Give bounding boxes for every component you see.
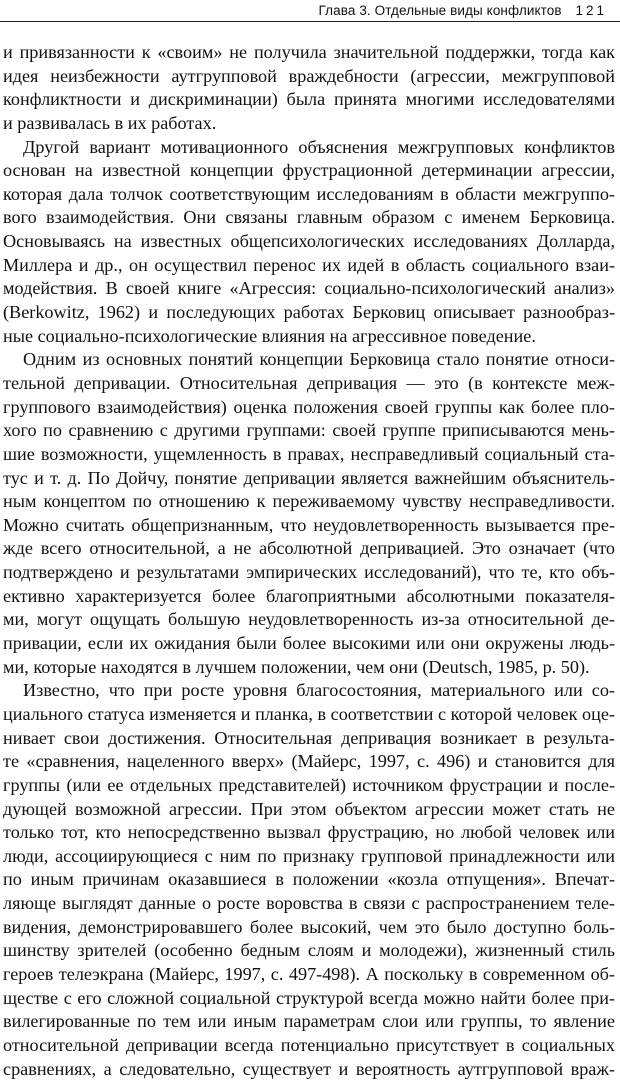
page-number: 121: [575, 3, 607, 18]
text-line: тус и т. д. По Дойчу, понятие депривации является важнейшим объяснитель-: [3, 467, 615, 488]
text-line: ным концептом по отношению к переживаемому чувству несправедливости.: [3, 491, 615, 512]
text-line: конфликтности и дискриминации) была принята многими исследователями: [3, 89, 615, 110]
text-line: сравнениях, а следовательно, существует и вероятность аутгрупповой враж-: [3, 1058, 615, 1079]
text-line: те «сравнения, нацеленного вверх» (Майерс, 1997, с. 496) и становится для: [3, 751, 615, 772]
text-line: модействия. В своей книге «Агрессия: социально-психологический анализ»: [3, 278, 615, 299]
running-head: [319, 3, 608, 18]
text-line: героев телеэкрана (Майерс, 1997, с. 497-498). А поскольку в современном об-: [3, 963, 615, 984]
text-line: группы (или ее отдельных представителей) источником фрустрации и после-: [3, 774, 615, 795]
text-line: подтверждено и результатами эмпирических исследований), что те, кто объ-: [3, 562, 615, 583]
text-line: ми, которые находятся в лучшем положении, чем они (Deutsch, 1985, p. 50).: [3, 656, 590, 677]
text-line: вого взаимодействия. Они связаны главным образом с именем Берковица.: [3, 207, 615, 228]
text-line: люди, ассоциирующиеся с ним по признаку групповой принадлежности или: [3, 845, 615, 866]
text-line: видения, демонстрировавшего более высокий, чем это было доступно боль-: [3, 916, 615, 937]
text-line: Миллера и др., он осуществил перенос их идей в область социального взаи-: [3, 254, 615, 275]
paragraph-1: [3, 41, 615, 136]
text-line: ми, могут ощущать большую неудовлетворенность из-за относительной де-: [3, 609, 615, 630]
text-line: группового взаимодействия) оценка положения своей группы как более пло-: [3, 396, 615, 417]
text-line: циального статуса изменяется и планка, в соответствии с которой человек оце-: [3, 703, 615, 724]
paragraph-3: [3, 348, 615, 679]
text-line: ективно характеризуется более благоприятными абсолютными показателя-: [3, 585, 615, 606]
text-line: по иным причинам оказавшиеся в положении «козла отпущения». Впечат-: [3, 869, 615, 890]
header-rule: [0, 21, 620, 22]
text-line: дующей возможной агрессии. При этом объектом агрессии может стать не: [3, 798, 615, 819]
text-line: которая дала толчок соответствующим исследованиям в области межгруппо-: [3, 183, 615, 204]
text-line: нивает свои достижения. Относительная депривация возникает в результа-: [3, 727, 615, 748]
text-line: и развивалась в их работах.: [3, 112, 217, 133]
text-line: относительной депривации всегда потенциально присутствует в социальных: [3, 1034, 615, 1055]
text-line: Можно считать общепризнанным, что неудовлетворенность вызывается пре-: [3, 514, 615, 535]
text-line: только тот, кто непосредственно вызвал фрустрацию, но любой человек или: [3, 822, 615, 843]
chapter-title: Глава 3. Отдельные виды конфликтов: [318, 3, 562, 18]
text-line: привации, если их ожидания были более высокими или они окружены людь-: [3, 633, 615, 654]
body-text: [3, 41, 615, 1081]
text-line: и привязанности к «своим» не получила значительной поддержки, тогда как: [3, 42, 615, 62]
text-line: хого по сравнению с другими группами: своей группе приписываются мень-: [3, 420, 615, 441]
text-line: основан на известной концепции фрустрационной детерминации агрессии,: [3, 160, 615, 181]
text-line: вилегированные по тем или иным параметрам слои или группы, то явление: [3, 1011, 615, 1032]
text-line: Одним из основных понятий концепции Берковица стало понятие относи-: [23, 349, 615, 370]
text-line: шие возможности, ущемленность в правах, несправедливый социальный ста-: [3, 443, 615, 464]
text-line: жде всего относительной, а не абсолютной депривацией. Это означает (что: [3, 538, 615, 559]
paragraph-4: [3, 679, 615, 1081]
text-line: идея неизбежности аутгрупповой враждебности (агрессии, межгрупповой: [3, 65, 615, 86]
text-line: Известно, что при росте уровня благосостояния, материального или со-: [23, 680, 615, 701]
text-line: Другой вариант мотивационного объяснения межгрупповых конфликтов: [23, 136, 615, 157]
text-line: тельной депривации. Относительная депривация — это (в контексте меж-: [3, 372, 615, 393]
paragraph-2: [3, 136, 615, 349]
text-line: Основываясь на известных общепсихологических исследованиях Долларда,: [3, 231, 615, 252]
text-line: ществе с его сложной социальной структурой всегда можно найти более при-: [3, 987, 615, 1008]
text-line: (Berkowitz, 1962) и последующих работах Берковиц описывает разнообраз-: [3, 302, 615, 323]
text-line: ные социально-психологические влияния на агрессивное поведение.: [3, 325, 536, 346]
text-line: ляюще выглядят данные о росте воровства в связи с распространением теле-: [3, 893, 615, 914]
text-line: шинству зрителей (особенно бедным слоям и молодежи), жизненный стиль: [3, 940, 615, 961]
